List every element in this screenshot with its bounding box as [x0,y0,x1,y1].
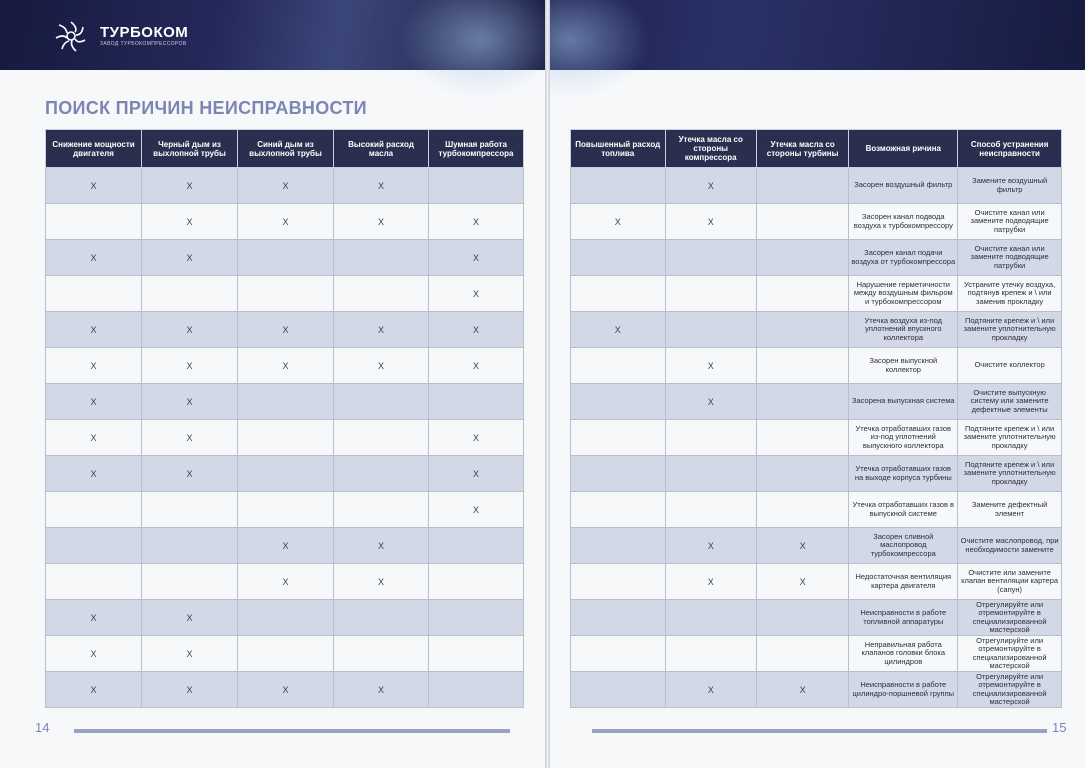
symptom-mark-cell [571,528,666,564]
symptom-mark-cell [756,312,848,348]
symptom-mark-cell [756,168,848,204]
header-power-loss: Снижение мощности двигателя [46,130,142,168]
symptom-mark-cell [756,492,848,528]
symptom-mark-cell: X [142,456,238,492]
table-row [46,420,524,456]
remedy-cell: Замените дефектный элемент [958,492,1062,528]
symptom-mark-cell: X [142,348,238,384]
symptom-mark-cell: X [142,672,238,708]
symptom-mark-cell [756,636,848,672]
right-causes-table [570,129,1062,708]
symptom-mark-cell: X [46,456,142,492]
brand-name: ТУРБОКОМ [100,24,189,41]
header-banner-right [550,0,1085,70]
symptom-mark-cell: X [142,600,238,636]
symptom-mark-cell: X [238,204,334,240]
header-possible-cause: Возможная ричина [849,130,958,168]
symptom-mark-cell [334,276,429,312]
table-row [46,528,524,564]
symptom-mark-cell [429,168,524,204]
remedy-cell: Очистите маслопровод, при необходимости замените [958,528,1062,564]
symptom-mark-cell: X [756,528,848,564]
cause-cell: Неправильная работа клапанов головки блока цилиндров [849,636,958,672]
symptom-mark-cell [665,276,756,312]
table-row [571,564,1062,600]
symptom-mark-cell: X [571,312,666,348]
symptom-mark-cell [571,564,666,600]
table-row [571,600,1062,636]
symptom-mark-cell [756,240,848,276]
symptom-mark-cell [571,276,666,312]
header-black-smoke: Черный дым из выхлопной трубы [142,130,238,168]
symptom-mark-cell: X [334,672,429,708]
header-oil-leak-compressor: Утечка масла со стороны компрессора [665,130,756,168]
cause-cell: Утечка воздуха из-под уплотнений впускного коллектора [849,312,958,348]
table-row [571,312,1062,348]
remedy-cell: Очистите канал или замените подводящие патрубки [958,204,1062,240]
table-row [571,420,1062,456]
symptom-mark-cell [429,600,524,636]
symptom-mark-cell: X [46,636,142,672]
symptom-mark-cell: X [571,204,666,240]
symptom-mark-cell: X [429,456,524,492]
symptom-mark-cell: X [334,312,429,348]
cause-cell: Засорен сливной маслопровод турбокомпрессора [849,528,958,564]
symptom-mark-cell: X [238,168,334,204]
table-row [46,204,524,240]
table-row [46,168,524,204]
table-row [46,636,524,672]
table-row [46,240,524,276]
symptom-mark-cell [238,240,334,276]
symptom-mark-cell: X [665,204,756,240]
right-page [550,0,1085,768]
table-row [46,276,524,312]
symptom-mark-cell: X [665,168,756,204]
symptom-mark-cell: X [756,564,848,600]
symptom-mark-cell [665,420,756,456]
symptom-mark-cell: X [665,564,756,600]
symptom-mark-cell [142,528,238,564]
table-row [571,384,1062,420]
header-fuel-consumption: Повышенный расход топлива [571,130,666,168]
symptom-mark-cell [756,276,848,312]
symptom-mark-cell [142,276,238,312]
turbine-logo-icon [48,18,94,54]
table-row [571,456,1062,492]
symptom-mark-cell [238,276,334,312]
remedy-cell: Подтяните крепеж и \ или замените уплотнительную прокладку [958,420,1062,456]
footer-rule-right [592,729,1047,733]
symptom-mark-cell: X [429,312,524,348]
header-oil-leak-turbine: Утечка масла со стороны турбины [756,130,848,168]
symptom-mark-cell [571,600,666,636]
symptom-mark-cell: X [142,420,238,456]
symptom-mark-cell [756,348,848,384]
remedy-cell: Очистите или замените клапан вентиляции картера (сапун) [958,564,1062,600]
symptom-mark-cell: X [334,528,429,564]
symptom-mark-cell [665,600,756,636]
remedy-cell: Устраните утечку воздуха, подтянув крепеж и \ или заменив прокладку [958,276,1062,312]
symptom-mark-cell: X [238,348,334,384]
symptom-mark-cell [571,672,666,708]
remedy-cell: Очистите выпускную систему или замените дефектные элементы [958,384,1062,420]
symptom-mark-cell [571,636,666,672]
table-header-row [571,130,1062,168]
symptom-mark-cell [571,168,666,204]
header-blue-smoke: Синий дым из выхлопной трубы [238,130,334,168]
symptom-mark-cell [46,528,142,564]
header-remedy: Способ устранения неисправности [958,130,1062,168]
header-noisy-turbo: Шумная работа турбокомпрессора [429,130,524,168]
cause-cell: Засорен выпускной коллектор [849,348,958,384]
page-number-left: 14 [35,720,50,735]
symptom-mark-cell [429,564,524,600]
remedy-cell: Отрегулируйте или отремонтируйте в специализированной мастерской [958,636,1062,672]
symptom-mark-cell: X [46,348,142,384]
table-row [571,528,1062,564]
table-row [46,672,524,708]
symptom-mark-cell [665,240,756,276]
symptom-mark-cell [429,528,524,564]
page-title: ПОИСК ПРИЧИН НЕИСПРАВНОСТИ [45,98,367,118]
symptom-mark-cell [571,492,666,528]
symptom-mark-cell: X [238,564,334,600]
table-row [571,168,1062,204]
symptom-mark-cell [238,636,334,672]
page-number-right: 15 [1052,720,1067,735]
cause-cell: Недостаточная вентиляция картера двигателя [849,564,958,600]
symptom-mark-cell [238,456,334,492]
symptom-mark-cell [665,456,756,492]
cause-cell: Утечка отработавших газов из-под уплотнений выпускного коллектора [849,420,958,456]
symptom-mark-cell [238,420,334,456]
symptom-mark-cell [571,420,666,456]
table-row [571,636,1062,672]
symptom-mark-cell [238,492,334,528]
symptom-mark-cell [46,204,142,240]
symptom-mark-cell: X [429,276,524,312]
symptom-mark-cell [334,636,429,672]
footer-rule-left [74,729,510,733]
symptom-mark-cell [665,636,756,672]
table-row [571,240,1062,276]
table-header-row [46,130,524,168]
symptom-mark-cell: X [46,312,142,348]
symptom-mark-cell [756,420,848,456]
table-row [571,672,1062,708]
remedy-cell: Очистите коллектор [958,348,1062,384]
symptom-mark-cell: X [46,600,142,636]
table-row [46,348,524,384]
symptom-mark-cell: X [665,348,756,384]
symptom-mark-cell: X [429,204,524,240]
symptom-mark-cell: X [429,492,524,528]
symptom-mark-cell: X [334,348,429,384]
symptom-mark-cell [46,492,142,528]
symptom-mark-cell [665,492,756,528]
remedy-cell: Отрегулируйте или отремонтируйте в специализированной мастерской [958,600,1062,636]
symptom-mark-cell [665,312,756,348]
remedy-cell: Подтяните крепеж и \ или замените уплотнительную прокладку [958,312,1062,348]
symptom-mark-cell [334,492,429,528]
remedy-cell: Подтяните крепеж и \ или замените уплотнительную прокладку [958,456,1062,492]
symptom-mark-cell: X [238,672,334,708]
remedy-cell: Отрегулируйте или отремонтируйте в специализированной мастерской [958,672,1062,708]
symptom-mark-cell [756,384,848,420]
header-oil-consumption: Высокий расход масла [334,130,429,168]
symptom-mark-cell [46,276,142,312]
cause-cell: Неисправности в работе топливной аппаратуры [849,600,958,636]
symptom-mark-cell [429,672,524,708]
symptom-mark-cell [429,636,524,672]
cause-cell: Утечка отработавших газов в выпускной системе [849,492,958,528]
table-row [571,492,1062,528]
symptom-mark-cell: X [334,168,429,204]
symptom-mark-cell: X [46,168,142,204]
symptom-mark-cell: X [46,420,142,456]
symptom-mark-cell [571,348,666,384]
cause-cell: Засорен канал подачи воздуха от турбокомпрессора [849,240,958,276]
left-symptoms-table [45,129,524,708]
table-row [46,492,524,528]
cause-cell: Неисправности в работе цилиндро-поршневой группы [849,672,958,708]
symptom-mark-cell: X [142,312,238,348]
symptom-mark-cell: X [665,384,756,420]
symptom-mark-cell: X [142,240,238,276]
banner-turbine-glow-right [550,0,650,100]
symptom-mark-cell [142,492,238,528]
symptom-mark-cell: X [665,528,756,564]
symptom-mark-cell [46,564,142,600]
symptom-mark-cell [571,240,666,276]
symptom-mark-cell: X [665,672,756,708]
symptom-mark-cell [334,420,429,456]
symptom-mark-cell: X [46,240,142,276]
table-row [571,276,1062,312]
symptom-mark-cell: X [334,204,429,240]
symptom-mark-cell: X [238,528,334,564]
cause-cell: Засорен воздушный фильтр [849,168,958,204]
brand-subtitle: ЗАВОД ТУРБОКОМПРЕССОРОВ [100,41,187,47]
symptom-mark-cell [238,384,334,420]
symptom-mark-cell [334,456,429,492]
table-row [46,456,524,492]
remedy-cell: Замените воздушный фильтр [958,168,1062,204]
symptom-mark-cell: X [142,204,238,240]
remedy-cell: Очистите канал или замените подводящие патрубки [958,240,1062,276]
symptom-mark-cell [571,456,666,492]
symptom-mark-cell [756,600,848,636]
banner-turbine-glow [400,0,545,100]
symptom-mark-cell [238,600,334,636]
symptom-mark-cell: X [429,240,524,276]
symptom-mark-cell [756,456,848,492]
table-row [571,204,1062,240]
brand-logo [48,18,188,54]
header-banner [0,0,545,70]
cause-cell: Нарушение герметичности между воздушным фильром и турбокомпрессором [849,276,958,312]
symptom-mark-cell [334,600,429,636]
symptom-mark-cell [429,384,524,420]
table-row [46,600,524,636]
cause-cell: Утечка отработавших газов на выходе корпуса турбины [849,456,958,492]
symptom-mark-cell: X [238,312,334,348]
table-row [46,564,524,600]
symptom-mark-cell: X [142,384,238,420]
symptom-mark-cell: X [756,672,848,708]
symptom-mark-cell: X [334,564,429,600]
symptom-mark-cell [142,564,238,600]
table-row [571,348,1062,384]
symptom-mark-cell: X [46,672,142,708]
symptom-mark-cell: X [46,384,142,420]
cause-cell: Засорен канал подвода воздуха к турбокомпрессору [849,204,958,240]
symptom-mark-cell: X [142,636,238,672]
symptom-mark-cell [334,240,429,276]
symptom-mark-cell: X [429,348,524,384]
symptom-mark-cell [334,384,429,420]
symptom-mark-cell: X [429,420,524,456]
symptom-mark-cell: X [142,168,238,204]
table-row [46,384,524,420]
cause-cell: Засорена выпускная система [849,384,958,420]
symptom-mark-cell [571,384,666,420]
symptom-mark-cell [756,204,848,240]
table-row [46,312,524,348]
